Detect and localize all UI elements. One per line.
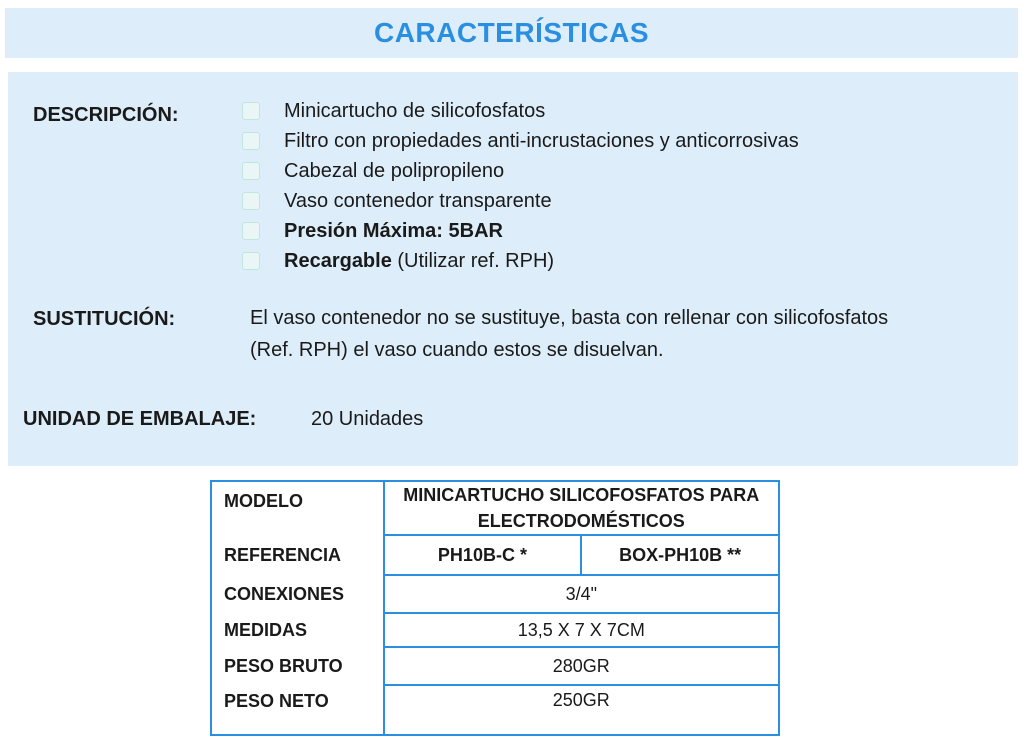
modelo-value bbox=[384, 481, 779, 535]
modelo-label: MODELO bbox=[211, 481, 384, 535]
list-item: Presión Máxima: 5BAR bbox=[242, 216, 799, 246]
list-item: Cabezal de polipropileno bbox=[242, 156, 799, 186]
conexiones-label: CONEXIONES bbox=[211, 575, 384, 613]
checkbox-icon bbox=[242, 162, 260, 180]
descripcion-label: DESCRIPCIÓN: bbox=[33, 104, 179, 126]
sustitucion-line-2: (Ref. RPH) el vaso cuando estos se disuelvan. bbox=[250, 339, 664, 361]
table-row bbox=[211, 481, 779, 535]
table-row bbox=[211, 685, 779, 735]
list-item: Recargable (Utilizar ref. RPH) bbox=[242, 246, 799, 276]
table-row bbox=[211, 575, 779, 613]
table-row bbox=[211, 535, 779, 575]
referencia-value-a: PH10B-C * bbox=[384, 535, 582, 575]
modelo-line-2: ELECTRODOMÉSTICOS bbox=[477, 511, 685, 531]
peso-neto-label: PESO NETO bbox=[211, 685, 384, 735]
sustitucion-line-1: El vaso contenedor no se sustituye, basta con rellenar con silicofosfatos bbox=[250, 307, 889, 329]
title-bar bbox=[5, 8, 1018, 58]
description-list bbox=[242, 96, 799, 276]
medidas-value: 13,5 X 7 X 7CM bbox=[384, 613, 779, 647]
modelo-line-1: MINICARTUCHO SILICOFOSFATOS PARA bbox=[403, 485, 760, 505]
checkbox-icon bbox=[242, 252, 260, 270]
list-item: Vaso contenedor transparente bbox=[242, 186, 799, 216]
checkbox-icon bbox=[242, 132, 260, 150]
table-row bbox=[211, 647, 779, 685]
page-title: CARACTERÍSTICAS bbox=[373, 17, 650, 48]
referencia-label: REFERENCIA bbox=[211, 535, 384, 575]
checkbox-icon bbox=[242, 222, 260, 240]
list-item: Minicartucho de silicofosfatos bbox=[242, 96, 799, 126]
peso-neto-value: 250GR bbox=[384, 685, 779, 735]
list-item: Filtro con propiedades anti-incrustaciones y anticorrosivas bbox=[242, 126, 799, 156]
table-row bbox=[211, 613, 779, 647]
spec-table bbox=[210, 480, 780, 736]
checkbox-icon bbox=[242, 102, 260, 120]
checkbox-icon bbox=[242, 192, 260, 210]
sustitucion-label: SUSTITUCIÓN: bbox=[33, 308, 176, 330]
medidas-label: MEDIDAS bbox=[211, 613, 384, 647]
embalaje-value: 20 Unidades bbox=[311, 408, 424, 430]
peso-bruto-value: 280GR bbox=[384, 647, 779, 685]
conexiones-value: 3/4" bbox=[384, 575, 779, 613]
referencia-value-b: BOX-PH10B ** bbox=[581, 535, 779, 575]
peso-bruto-label: PESO BRUTO bbox=[211, 647, 384, 685]
embalaje-label: UNIDAD DE EMBALAJE: bbox=[23, 408, 257, 430]
sustitucion-text bbox=[250, 302, 990, 366]
